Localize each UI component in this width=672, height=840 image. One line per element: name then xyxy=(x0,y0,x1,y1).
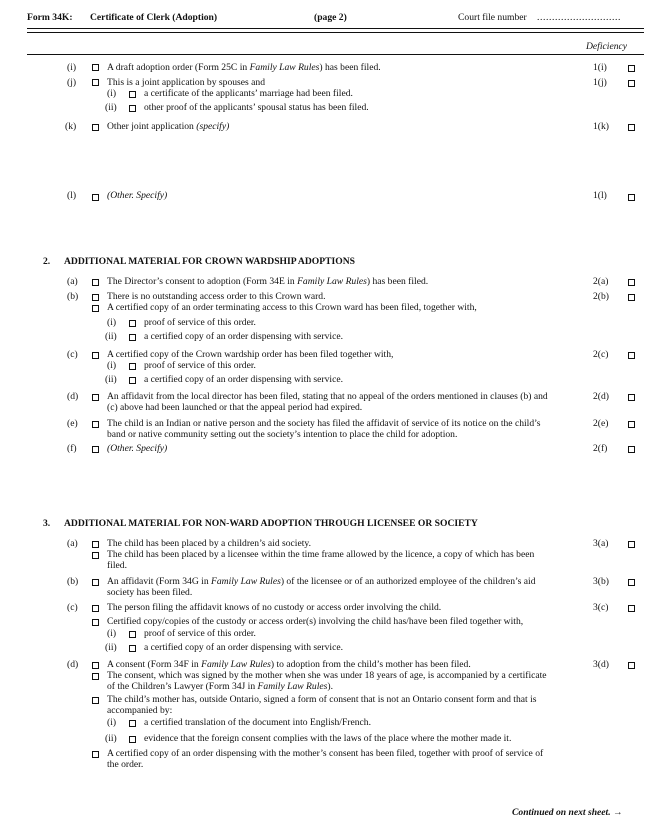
checkbox-3d-2[interactable] xyxy=(92,673,99,680)
item-label-1k: (k) xyxy=(65,121,77,132)
deficiency-code-1j: 1(j) xyxy=(593,77,607,88)
deficiency-checkbox-3b[interactable] xyxy=(628,579,635,586)
checkbox-2f[interactable] xyxy=(92,446,99,453)
checkbox-3c-1[interactable] xyxy=(92,605,99,612)
item-label-3a: (a) xyxy=(67,538,78,549)
item-text-3b-line2: society has been filed. xyxy=(107,587,193,598)
court-file-number-field[interactable]: ............................ xyxy=(537,12,621,23)
deficiency-checkbox-2e[interactable] xyxy=(628,421,635,428)
deficiency-code-2c: 2(c) xyxy=(593,349,609,360)
item-text-2b-2: A certified copy of an order terminating access to this Crown ward has been filed, together with, xyxy=(107,302,477,313)
section-3-title: ADDITIONAL MATERIAL FOR NON-WARD ADOPTION THROUGH LICENSEE OR SOCIETY xyxy=(64,518,478,529)
sub-label-2b-ii: (ii) xyxy=(105,331,117,342)
checkbox-1j-ii[interactable] xyxy=(129,105,136,112)
sub-label-3d-ii: (ii) xyxy=(105,733,117,744)
deficiency-code-1i: 1(i) xyxy=(593,62,607,73)
item-label-3d: (d) xyxy=(67,659,79,670)
checkbox-2c-ii[interactable] xyxy=(129,377,136,384)
sub-label-2c-i: (i) xyxy=(107,360,117,371)
item-text-2a: The Director’s consent to adoption (Form 34E in Family Law Rules) has been filed. xyxy=(107,276,429,287)
item-text-2b-1: There is no outstanding access order to this Crown ward. xyxy=(107,291,326,302)
item-text-3d-2b: of the Children’s Lawyer (Form 34J in Family Law Rules). xyxy=(107,681,333,692)
item-label-3b: (b) xyxy=(67,576,79,587)
checkbox-3a-1[interactable] xyxy=(92,541,99,548)
item-label-2a: (a) xyxy=(67,276,78,287)
checkbox-2c-i[interactable] xyxy=(129,363,136,370)
item-label-2d: (d) xyxy=(67,391,79,402)
checkbox-1k[interactable] xyxy=(92,124,99,131)
item-text-2c: A certified copy of the Crown wardship order has been filed together with, xyxy=(107,349,394,360)
form-number: Form 34K: xyxy=(27,12,73,23)
sub-text-1j-i: a certificate of the applicants’ marriage had been filed. xyxy=(144,88,353,99)
item-text-3d-2a: The consent, which was signed by the mother when she was under 18 years of age, is accompanied by a certificate xyxy=(107,670,547,681)
form-title: Certificate of Clerk (Adoption) xyxy=(90,12,218,23)
item-text-2e-line1: The child is an Indian or native person and the society has filed the affidavit of service of its notice on the child’s xyxy=(107,418,541,429)
column-rule xyxy=(27,54,644,55)
item-text-3a-1: The child has been placed by a children’s aid society. xyxy=(107,538,311,549)
deficiency-code-2e: 2(e) xyxy=(593,418,609,429)
deficiency-checkbox-1k[interactable] xyxy=(628,124,635,131)
checkbox-3c-i[interactable] xyxy=(129,631,136,638)
deficiency-code-2b: 2(b) xyxy=(593,291,609,302)
sub-text-2c-ii: a certified copy of an order dispensing with service. xyxy=(144,374,344,385)
sub-label-2b-i: (i) xyxy=(107,317,117,328)
item-text-3c-2: Certified copy/copies of the custody or access order(s) involving the child has/have been filed together with, xyxy=(107,616,524,627)
checkbox-3a-2[interactable] xyxy=(92,552,99,559)
sub-text-2b-ii: a certified copy of an order dispensing with service. xyxy=(144,331,344,342)
sub-label-3d-i: (i) xyxy=(107,717,117,728)
deficiency-code-3d: 3(d) xyxy=(593,659,609,670)
checkbox-2b-i[interactable] xyxy=(129,320,136,327)
deficiency-code-2a: 2(a) xyxy=(593,276,609,287)
checkbox-3d-1[interactable] xyxy=(92,662,99,669)
checkbox-1l[interactable] xyxy=(92,194,99,201)
sub-text-3c-i: proof of service of this order. xyxy=(144,628,256,639)
page-number: (page 2) xyxy=(314,12,347,23)
item-text-2f: (Other. Specify) xyxy=(107,443,168,454)
item-label-2e: (e) xyxy=(67,418,78,429)
checkbox-3d-3[interactable] xyxy=(92,697,99,704)
item-text-1i: A draft adoption order (Form 25C in Family Law Rules) has been filed. xyxy=(107,62,381,73)
sub-text-3d-i: a certified translation of the document into English/French. xyxy=(144,717,371,728)
deficiency-code-2f: 2(f) xyxy=(593,443,608,454)
checkbox-3d-ii[interactable] xyxy=(129,736,136,743)
checkbox-1i[interactable] xyxy=(92,64,99,71)
sub-text-3d-ii: evidence that the foreign consent complies with the laws of the place where the mother made it. xyxy=(144,733,512,744)
deficiency-checkbox-1i[interactable] xyxy=(628,65,635,72)
sub-label-3c-i: (i) xyxy=(107,628,117,639)
section-2-number: 2. xyxy=(43,256,51,267)
checkbox-2b-ii[interactable] xyxy=(129,334,136,341)
deficiency-code-3a: 3(a) xyxy=(593,538,609,549)
header-rule-2 xyxy=(27,32,644,33)
deficiency-checkbox-3d[interactable] xyxy=(628,662,635,669)
item-text-2d-line1: An affidavit from the local director has been filed, stating that no appeal of the orders mentioned in clauses (b) and xyxy=(107,391,548,402)
item-text-3a-2a: The child has been placed by a licensee within the time frame allowed by the licence, a copy of which has been xyxy=(107,549,535,560)
deficiency-checkbox-1j[interactable] xyxy=(628,80,635,87)
item-label-2c: (c) xyxy=(67,349,78,360)
item-text-3b-line1: An affidavit (Form 34G in Family Law Rules) of the licensee or of an authorized employee of the children’s aid xyxy=(107,576,536,587)
item-text-3c-1: The person filing the affidavit knows of no custody or access order involving the child. xyxy=(107,602,442,613)
item-label-2f: (f) xyxy=(67,443,77,454)
section-2-title: ADDITIONAL MATERIAL FOR CROWN WARDSHIP ADOPTIONS xyxy=(64,256,355,267)
deficiency-code-2d: 2(d) xyxy=(593,391,609,402)
sub-text-2b-i: proof of service of this order. xyxy=(144,317,256,328)
checkbox-3d-4[interactable] xyxy=(92,751,99,758)
deficiency-checkbox-2f[interactable] xyxy=(628,446,635,453)
item-text-1l: (Other. Specify) xyxy=(107,190,168,201)
item-text-2e-line2: band or native community setting out the society’s intention to place the child for adoption. xyxy=(107,429,458,440)
checkbox-3b[interactable] xyxy=(92,579,99,586)
sub-text-1j-ii: other proof of the applicants’ spousal status has been filed. xyxy=(144,102,369,113)
checkbox-2a[interactable] xyxy=(92,279,99,286)
deficiency-heading: Deficiency xyxy=(586,41,628,52)
header-rule xyxy=(27,28,644,29)
checkbox-3c-ii[interactable] xyxy=(129,645,136,652)
deficiency-code-1k: 1(k) xyxy=(593,121,609,132)
deficiency-code-1l: 1(l) xyxy=(593,190,607,201)
section-3-number: 3. xyxy=(43,518,51,529)
deficiency-checkbox-1l[interactable] xyxy=(628,194,635,201)
court-file-label: Court file number xyxy=(458,12,527,23)
sub-label-1j-ii: (ii) xyxy=(105,102,117,113)
deficiency-checkbox-3c[interactable] xyxy=(628,605,635,612)
deficiency-checkbox-2b[interactable] xyxy=(628,294,635,301)
item-text-3d-3a: The child’s mother has, outside Ontario, signed a form of consent that is not an Ontario consent form and that is xyxy=(107,694,537,705)
deficiency-checkbox-2c[interactable] xyxy=(628,352,635,359)
deficiency-code-3b: 3(b) xyxy=(593,576,609,587)
item-text-3d-3b: accompanied by: xyxy=(107,705,173,716)
item-label-2b: (b) xyxy=(67,291,79,302)
item-label-1j: (j) xyxy=(67,77,77,88)
item-label-1l: (l) xyxy=(67,190,77,201)
item-text-3d-4a: A certified copy of an order dispensing with the mother’s consent has been filed, together with proof of service of xyxy=(107,748,544,759)
sub-label-2c-ii: (ii) xyxy=(105,374,117,385)
item-text-1k: Other joint application (specify) xyxy=(107,121,230,132)
checkbox-3d-i[interactable] xyxy=(129,720,136,727)
item-text-2d-line2: (c) above had been launched or that the appeal period had expired. xyxy=(107,402,363,413)
arrow-right-icon: → xyxy=(613,807,623,818)
item-text-1j: This is a joint application by spouses and xyxy=(107,77,266,88)
item-label-1i: (i) xyxy=(67,62,77,73)
sub-label-1j-i: (i) xyxy=(107,88,117,99)
checkbox-2d[interactable] xyxy=(92,394,99,401)
checkbox-2b-1[interactable] xyxy=(92,294,99,301)
deficiency-code-3c: 3(c) xyxy=(593,602,609,613)
sub-text-2c-i: proof of service of this order. xyxy=(144,360,256,371)
checkbox-2c[interactable] xyxy=(92,352,99,359)
item-text-3d-4b: the order. xyxy=(107,759,144,770)
checkbox-2e[interactable] xyxy=(92,421,99,428)
checkbox-2b-2[interactable] xyxy=(92,305,99,312)
deficiency-checkbox-2d[interactable] xyxy=(628,394,635,401)
sub-label-3c-ii: (ii) xyxy=(105,642,117,653)
checkbox-1j-i[interactable] xyxy=(129,91,136,98)
item-text-3a-2b: filed. xyxy=(107,560,127,571)
deficiency-checkbox-2a[interactable] xyxy=(628,279,635,286)
checkbox-3c-2[interactable] xyxy=(92,619,99,626)
checkbox-1j[interactable] xyxy=(92,79,99,86)
item-text-3d-1: A consent (Form 34F in Family Law Rules) to adoption from the child’s mother has been filed. xyxy=(107,659,471,670)
item-label-3c: (c) xyxy=(67,602,78,613)
continued-note: Continued on next sheet. → xyxy=(512,807,623,818)
sub-text-3c-ii: a certified copy of an order dispensing with service. xyxy=(144,642,344,653)
deficiency-checkbox-3a[interactable] xyxy=(628,541,635,548)
